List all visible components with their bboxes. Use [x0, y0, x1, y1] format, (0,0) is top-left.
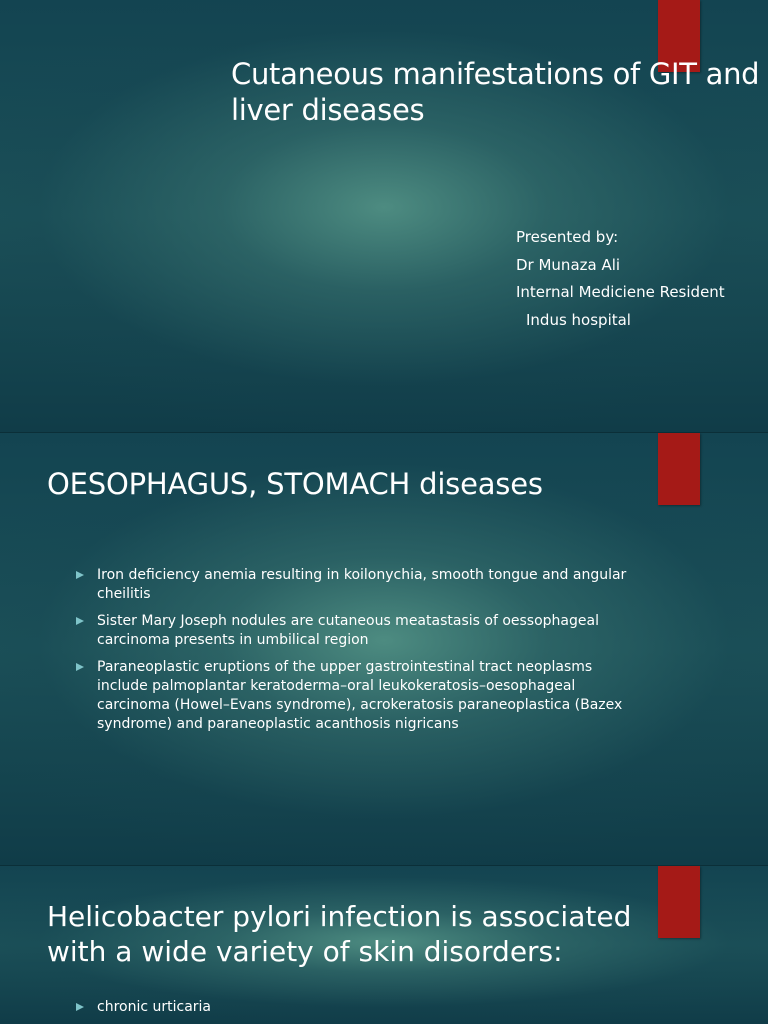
- triangle-right-icon: [76, 617, 84, 625]
- triangle-right-icon: [76, 1003, 84, 1011]
- presenter-institution: Indus hospital: [526, 310, 631, 329]
- slide-oesophagus-stomach: [0, 433, 768, 865]
- list-item-text: Iron deficiency anemia resulting in koilonychia, smooth tongue and angular cheilitis: [97, 567, 627, 602]
- list-item: [76, 998, 636, 1017]
- list-item-text: Sister Mary Joseph nodules are cutaneous meatastasis of oessophageal carcinoma presents in umbilical region: [97, 613, 599, 648]
- triangle-right-icon: [76, 663, 84, 671]
- triangle-right-icon: [76, 571, 84, 579]
- presentation-title: Cutaneous manifestations of GIT and liver diseases: [231, 57, 760, 127]
- slide-heading: OESOPHAGUS, STOMACH diseases: [47, 467, 543, 501]
- presenter-label: Presented by:: [516, 228, 619, 246]
- list-item-text: Paraneoplastic eruptions of the upper gastrointestinal tract neoplasms include palmoplantar keratoderma–oral leukokeratosis–oesophageal carcinoma (Howel–Evans syndrome), acrokeratosis paraneoplastica (Bazex syndrome) and paraneoplastic acanthosis nigricans: [97, 659, 623, 732]
- presenter-role: Internal Mediciene Resident: [516, 283, 725, 301]
- presenter-name: Dr Munaza Ali: [516, 255, 621, 274]
- slide-heading: Helicobacter pylori infection is associated with a wide variety of skin disorders:: [47, 900, 632, 968]
- slide-helicobacter: [0, 866, 768, 1024]
- list-item: [76, 566, 636, 604]
- accent-tab: [658, 433, 700, 505]
- presenter-info: [516, 224, 761, 334]
- accent-tab: [658, 866, 700, 938]
- list-item: [76, 658, 636, 734]
- bullet-list: [76, 998, 636, 1024]
- list-item: [76, 612, 636, 650]
- bullet-list: [76, 566, 636, 742]
- slide-title: [0, 0, 768, 432]
- list-item-text: chronic urticaria: [97, 999, 212, 1015]
